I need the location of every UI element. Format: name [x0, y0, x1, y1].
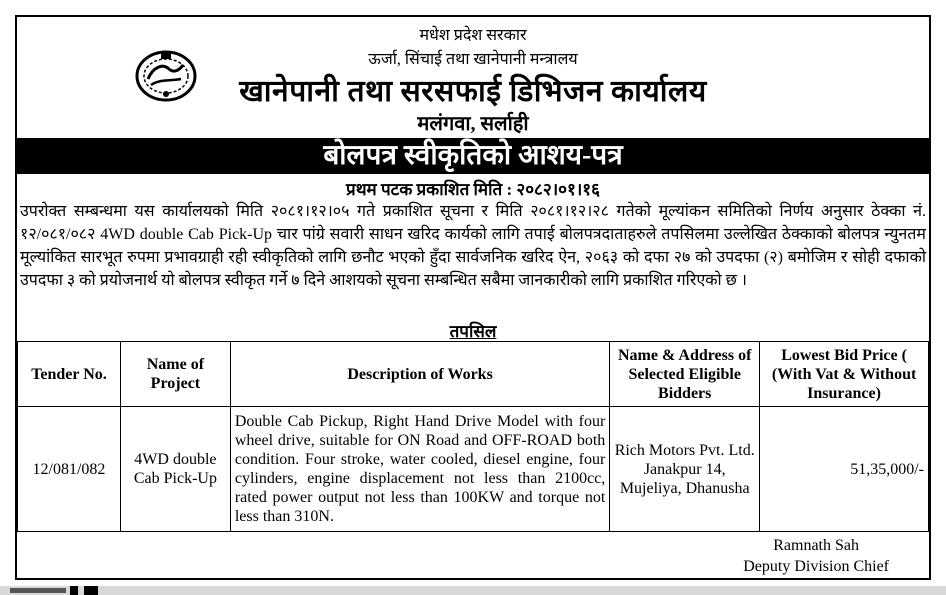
footer-strip: [0, 586, 946, 595]
header-project: Name of Project: [120, 342, 230, 407]
footer-bar: [10, 588, 66, 593]
office-name: खानेपानी तथा सरसफाई डिभिजन कार्यालय: [239, 75, 707, 108]
cell-tender-no: 12/081/082: [18, 407, 121, 532]
cell-bidders: Rich Motors Pvt. Ltd. Janakpur 14, Mujeliya, Dhanusha: [610, 407, 760, 532]
header-price: Lowest Bid Price ( (With Vat & Without Insurance): [760, 342, 929, 407]
cell-price: 51,35,000/-: [760, 407, 929, 532]
ministry-line: ऊर्जा, सिंचाई तथा खानेपानी मन्त्रालय: [368, 51, 578, 68]
tender-notice: [15, 15, 931, 580]
signatory-name: Ramnath Sah: [773, 537, 859, 554]
header-bidders: Name & Address of Selected Eligible Bidders: [610, 342, 760, 407]
footer-marker: [70, 586, 78, 595]
table-header-row: [18, 342, 929, 407]
province-line: मधेश प्रदेश सरकार: [419, 27, 527, 44]
notice-header: [17, 17, 929, 135]
office-location: मलंगवा, सर्लाही: [417, 113, 529, 135]
signature-block: [743, 535, 889, 577]
footer-marker: [84, 586, 98, 595]
table-row: [18, 407, 929, 532]
header-description: Description of Works: [230, 342, 609, 407]
publication-date: प्रथम पटक प्रकाशित मिति : २०८२।०१।१६: [346, 180, 600, 199]
notice-banner: बोलपत्र स्वीकृतिको आशय-पत्र: [17, 138, 929, 174]
signatory-title: Deputy Division Chief: [743, 558, 889, 575]
cell-project: 4WD double Cab Pick-Up: [120, 407, 230, 532]
notice-body: उपरोक्त सम्बन्धमा यस कार्यालयको मिति २०८१।१२।०५ गते प्रकाशित सूचना र मिति २०८१।१२।२८ गतेको मूल्यांकन समितिको निर्णय अनुसार ठेक्का नं. १२/०८१/०८२ 4WD double Cab Pick-Up चार पांग्रे सवारी साधन खरिद कार्यको लागि तपाई बोलपत्रदाताहरुले तपसिलमा उल्लेखित ठेक्काको बोलपत्र न्युनतम मूल्यांकित सारभूत रुपमा प्रभावग्राही रही स्वीकृतिको लागि छनौट भएको हुँदा सार्वजनिक खरिद ऐन, २०६३ को दफा २७ को उपदफा (२) बमोजिम र सोही दफाको उपदफा ३ को प्रयोजनार्थ यो बोलपत्र स्वीकृत गर्ने ७ दिने आशयको सूचना सम्बन्धित सबैमा जानकारीको लागि प्रकाशित गरिएको छ ।: [20, 203, 926, 289]
details-heading: तपसिल: [449, 322, 497, 341]
tender-table: [17, 341, 929, 532]
header-tender-no: Tender No.: [18, 342, 121, 407]
cell-description: Double Cab Pickup, Right Hand Drive Model with four wheel drive, suitable for ON Road and OFF-ROAD both condition. Four stroke, water cooled, diesel engine, four cylinders, engine displacement not less than 2100cc, rated power output not less than 100KW and torque not less than 310N.: [230, 407, 609, 532]
